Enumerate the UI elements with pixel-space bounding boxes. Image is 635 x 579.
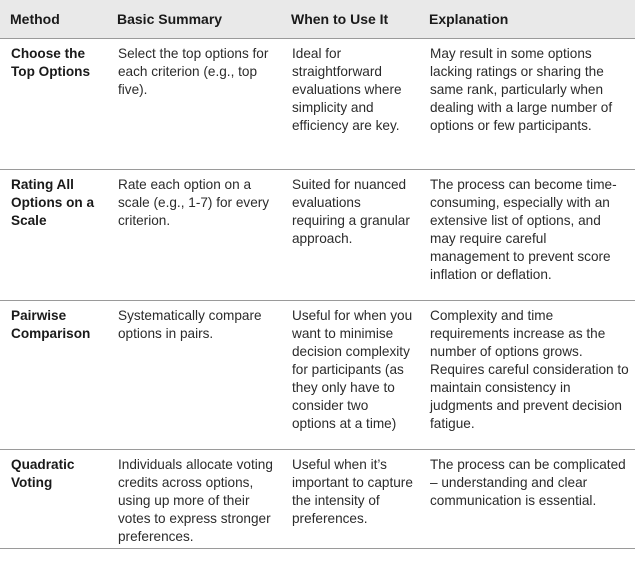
summary-cell: Systematically compare options in pairs. bbox=[107, 301, 281, 450]
table-row bbox=[0, 450, 635, 549]
summary-cell: Select the top options for each criterion (e.g., top five). bbox=[107, 39, 281, 170]
header-explanation: Explanation bbox=[419, 0, 635, 39]
method-cell: Choose the Top Options bbox=[0, 39, 107, 170]
when-cell: Suited for nuanced evaluations requiring a granular approach. bbox=[281, 170, 419, 301]
table-body bbox=[0, 39, 635, 549]
when-cell: Ideal for straightforward evaluations where simplicity and efficiency are key. bbox=[281, 39, 419, 170]
table-row bbox=[0, 170, 635, 301]
when-cell: Useful for when you want to minimise decision complexity for participants (as they only have to consider two options at a time) bbox=[281, 301, 419, 450]
explanation-cell: May result in some options lacking ratings or sharing the same rank, particularly when dealing with a large number of options or few participants. bbox=[419, 39, 635, 170]
header-row bbox=[0, 0, 635, 39]
when-cell: Useful when it’s important to capture the intensity of preferences. bbox=[281, 450, 419, 549]
summary-cell: Individuals allocate voting credits across options, using up more of their votes to express stronger preferences. bbox=[107, 450, 281, 549]
method-cell: Quadratic Voting bbox=[0, 450, 107, 549]
table-header bbox=[0, 0, 635, 39]
table-row bbox=[0, 301, 635, 450]
method-cell: Pairwise Comparison bbox=[0, 301, 107, 450]
header-basic-summary: Basic Summary bbox=[107, 0, 281, 39]
method-cell: Rating All Options on a Scale bbox=[0, 170, 107, 301]
explanation-cell: The process can become time-consuming, especially with an extensive list of options, and may require careful management to prevent score inflation or deflation. bbox=[419, 170, 635, 301]
header-method: Method bbox=[0, 0, 107, 39]
explanation-cell: Complexity and time requirements increase as the number of options grows. Requires careful consideration to maintain consistency in judgments and prevent decision fatigue. bbox=[419, 301, 635, 450]
summary-cell: Rate each option on a scale (e.g., 1-7) for every criterion. bbox=[107, 170, 281, 301]
header-when-to-use: When to Use It bbox=[281, 0, 419, 39]
table-row bbox=[0, 39, 635, 170]
explanation-cell: The process can be complicated – understanding and clear communication is essential. bbox=[419, 450, 635, 549]
